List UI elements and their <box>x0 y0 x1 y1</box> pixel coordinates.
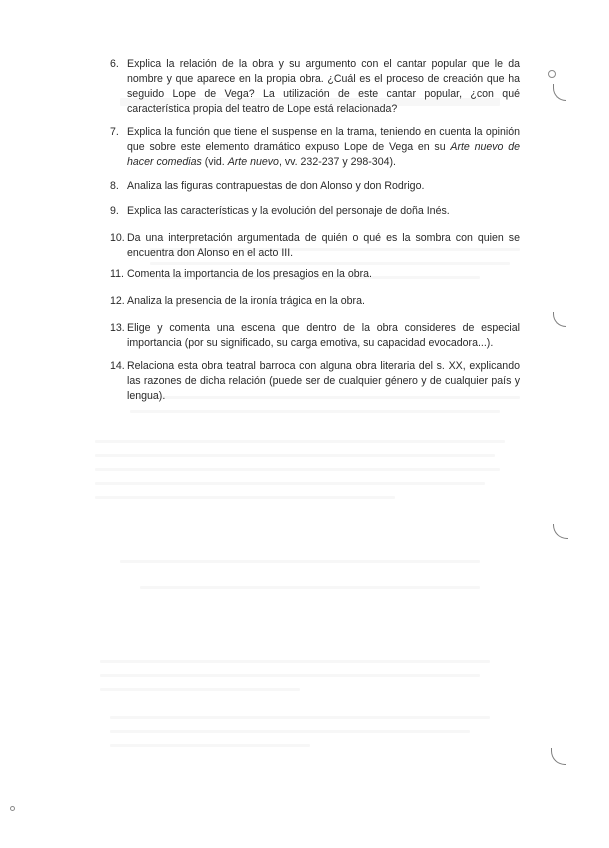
question-number: 10. <box>110 232 125 244</box>
question-text: Relaciona esta obra teatral barroca con alguna obra literaria del s. XX, explicando las razones de dicha relación (puede ser de cualquier género y de cualquier país y lengua). <box>127 360 520 402</box>
question-number: 11. <box>110 268 124 280</box>
question-item-8 <box>110 179 520 194</box>
question-item-11 <box>110 267 520 282</box>
question-number: 8. <box>110 180 119 192</box>
question-item-7 <box>110 125 520 170</box>
question-text: Analiza las figuras contrapuestas de don Alonso y don Rodrigo. <box>127 180 425 192</box>
question-text: Comenta la importancia de los presagios en la obra. <box>127 268 372 280</box>
question-number: 6. <box>110 58 119 70</box>
question-number: 14. <box>110 360 125 372</box>
question-number: 13. <box>110 322 125 334</box>
question-text: Explica la relación de la obra y su argumento con el cantar popular que le da nombre y que aparece en la propia obra. ¿Cuál es el proceso de creación que ha seguido Lope de Vega? La utilización de este cantar popular, ¿con qué característica propia del teatro de Lope está relacionada? <box>127 58 520 115</box>
question-item-9 <box>110 204 520 219</box>
question-item-12 <box>110 294 520 309</box>
question-number: 9. <box>110 205 119 217</box>
question-item-13 <box>110 321 520 351</box>
question-text: Explica la función que tiene el suspense en la trama, teniendo en cuenta la opinión que sobre este elemento dramático expuso Lope de Vega en su Arte nuevo de hacer comedias (vid. Arte nuevo, vv. 232-237 y 298-304). <box>127 126 521 168</box>
question-text: Da una interpretación argumentada de quién o qué es la sombra con quien se encuentra don Alonso en el acto III. <box>127 232 520 259</box>
question-item-10 <box>110 231 520 261</box>
question-text: Explica las características y la evolución del personaje de doña Inés. <box>127 205 450 217</box>
question-number: 12. <box>110 295 125 307</box>
question-text: Analiza la presencia de la ironía trágica en la obra. <box>127 295 365 307</box>
question-text: Elige y comenta una escena que dentro de la obra consideres de especial importancia (por su significado, su carga emotiva, su capacidad evocadora...). <box>127 322 520 349</box>
question-item-14 <box>110 359 520 404</box>
question-number: 7. <box>110 126 119 138</box>
question-item-6 <box>110 57 520 117</box>
